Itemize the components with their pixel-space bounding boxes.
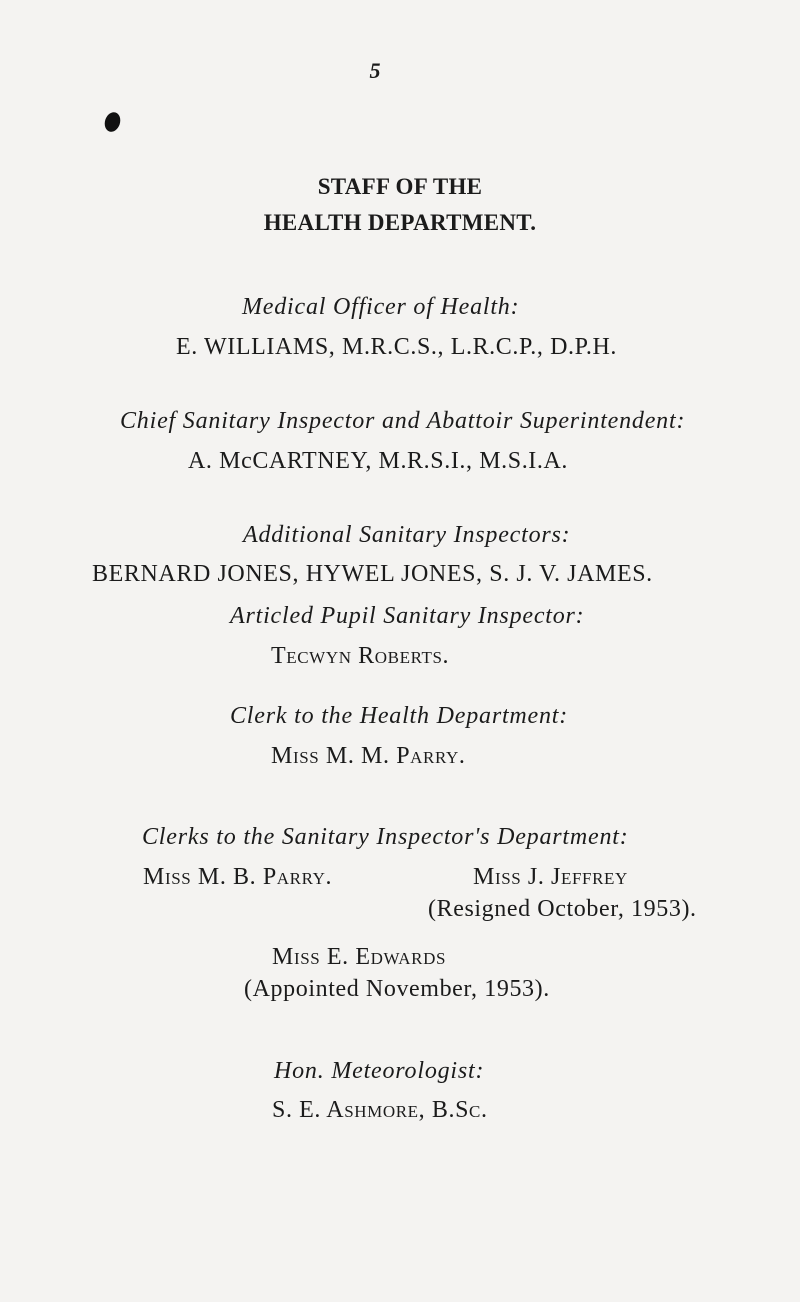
clerks-sanitary-heading: Clerks to the Sanitary Inspector's Department: bbox=[142, 824, 629, 850]
meteorologist-name: S. E. Ashmore, B.Sc. bbox=[272, 1097, 488, 1123]
clerk-3-name: Miss E. Edwards bbox=[272, 944, 447, 970]
title-line-1: STAFF OF THE bbox=[317, 174, 483, 199]
clerk-1-name: Miss M. B. Parry. bbox=[143, 864, 333, 890]
clerk-2-note: (Resigned October, 1953). bbox=[428, 896, 697, 922]
page-number: 5 bbox=[369, 58, 381, 83]
clerk-heading: Clerk to the Health Department: bbox=[230, 703, 569, 729]
chief-inspector-name: A. McCARTNEY, M.R.S.I., M.S.I.A. bbox=[188, 448, 569, 474]
articled-pupil-heading: Articled Pupil Sanitary Inspector: bbox=[230, 603, 585, 629]
clerk-2-name: Miss J. Jeffrey bbox=[473, 864, 628, 890]
moh-name: E. WILLIAMS, M.R.C.S., L.R.C.P., D.P.H. bbox=[176, 334, 618, 360]
moh-heading: Medical Officer of Health: bbox=[242, 294, 520, 320]
additional-inspectors-names: BERNARD JONES, HYWEL JONES, S. J. V. JAMES. bbox=[92, 561, 653, 587]
punch-hole-mark bbox=[102, 110, 122, 134]
chief-inspector-heading: Chief Sanitary Inspector and Abattoir Superintendent: bbox=[120, 408, 686, 434]
meteorologist-heading: Hon. Meteorologist: bbox=[274, 1058, 485, 1084]
title-line-2: HEALTH DEPARTMENT. bbox=[263, 210, 537, 235]
clerk-3-note: (Appointed November, 1953). bbox=[244, 976, 550, 1002]
clerk-name: Miss M. M. Parry. bbox=[271, 743, 466, 769]
additional-inspectors-heading: Additional Sanitary Inspectors: bbox=[243, 522, 571, 548]
articled-pupil-name: Tecwyn Roberts. bbox=[271, 643, 450, 669]
